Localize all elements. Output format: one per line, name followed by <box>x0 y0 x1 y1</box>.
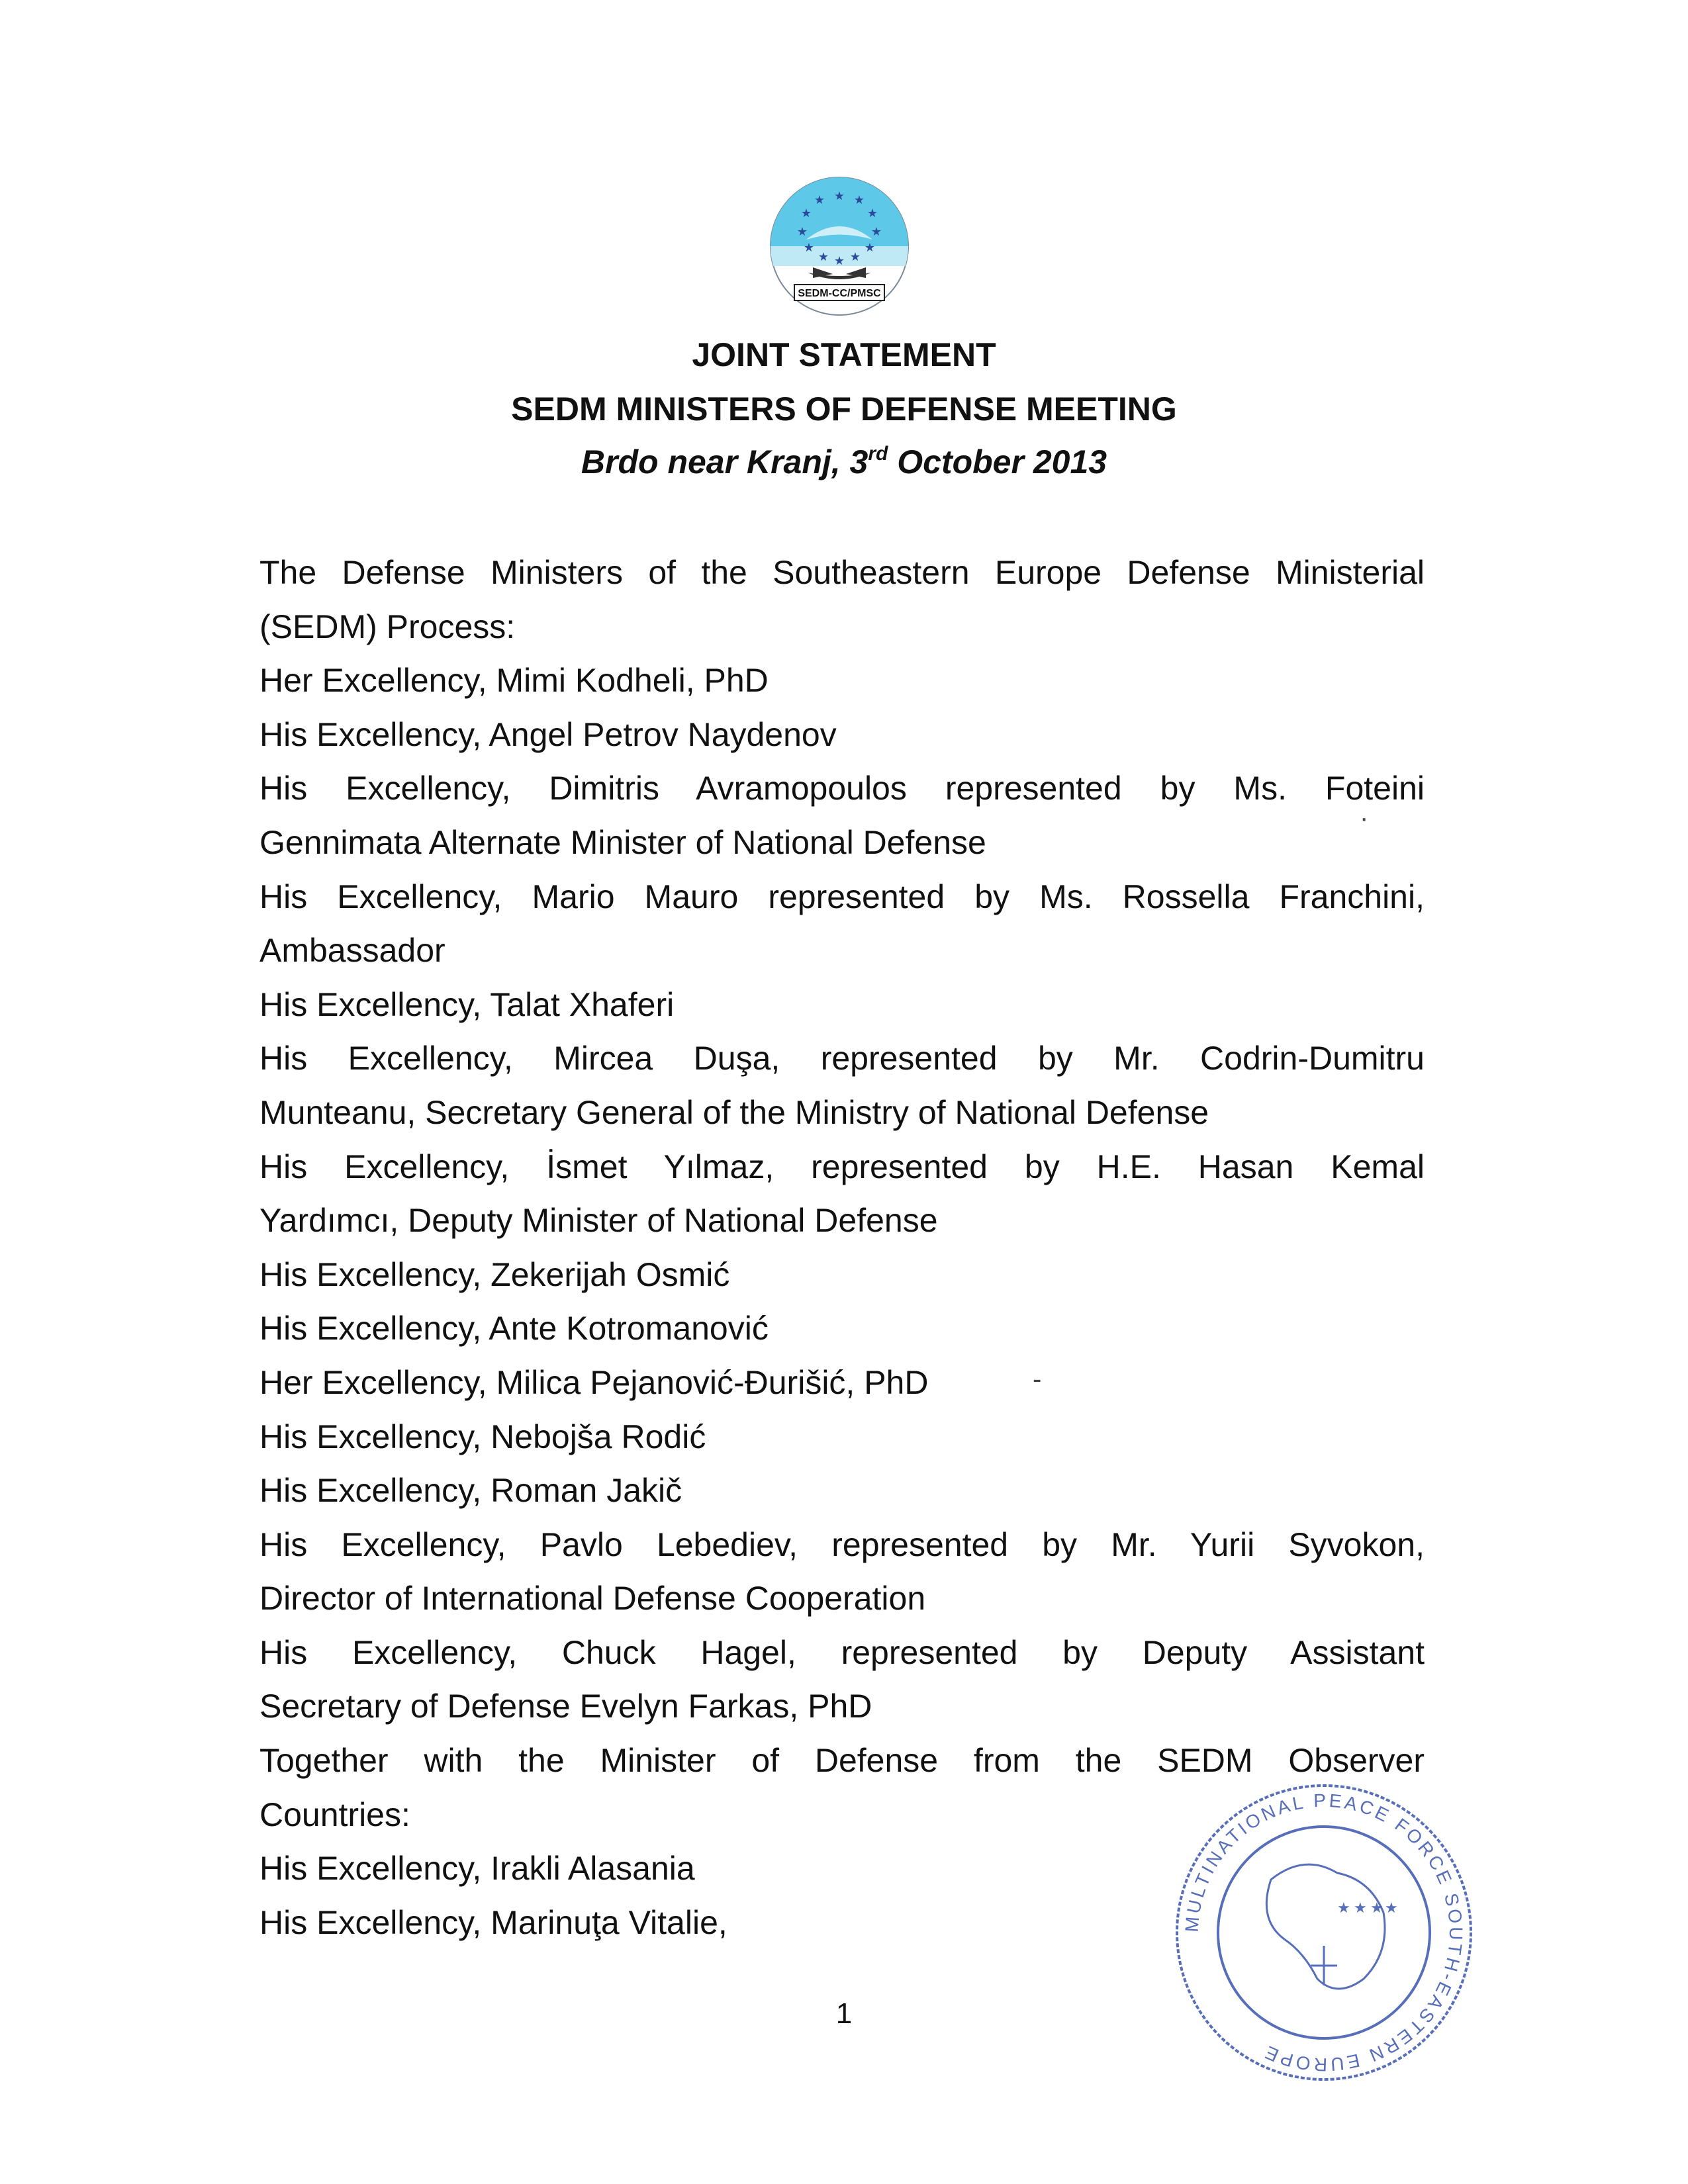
page-number: 1 <box>835 1997 853 2030</box>
body-line: His Excellency, Nebojša Rodić <box>259 1418 706 1455</box>
svg-text:★: ★ <box>1354 1900 1367 1917</box>
body-line: His Excellency, Dimitris Avramopoulos represented by Ms. Foteini <box>259 770 1425 807</box>
logo-text: SEDM-CC/PMSC <box>798 288 881 299</box>
location-suffix: October 2013 <box>888 443 1107 480</box>
document-title: JOINT STATEMENT <box>692 336 996 373</box>
location-prefix: Brdo near Kranj, 3 <box>581 443 868 480</box>
body-line: Her Excellency, Milica Pejanović-Đurišić, PhD <box>259 1363 929 1401</box>
svg-text:★: ★ <box>818 250 829 264</box>
svg-text:★: ★ <box>833 189 845 203</box>
body-line: His Excellency, Mircea Duşa, represented by Mr. Codrin-Dumitru <box>259 1040 1425 1077</box>
body-line: Munteanu, Secretary General of the Ministry of National Defense <box>259 1093 1209 1131</box>
official-seal-stamp <box>1172 1780 1476 2085</box>
body-line: His Excellency, Mario Mauro represented by Ms. Rossella Franchini, <box>259 878 1425 915</box>
statement-body <box>259 546 1425 1950</box>
body-line: Gennimata Alternate Minister of National Defense <box>259 823 986 861</box>
svg-text:★: ★ <box>814 193 825 207</box>
svg-text:★: ★ <box>870 225 882 239</box>
svg-text:★: ★ <box>853 193 865 207</box>
body-line: The Defense Ministers of the Southeastern Europe Defense Ministerial <box>259 554 1425 591</box>
body-line: His Excellency, İsmet Yılmaz, represented by H.E. Hasan Kemal <box>259 1148 1425 1185</box>
svg-text:★: ★ <box>1370 1900 1383 1917</box>
svg-text:★: ★ <box>796 225 808 239</box>
date-ordinal: rd <box>868 443 888 465</box>
body-line: (SEDM) Process: <box>259 608 516 645</box>
svg-text:★: ★ <box>849 250 861 264</box>
body-line: His Excellency, Chuck Hagel, represented by Deputy Assistant <box>259 1633 1425 1671</box>
body-line: Together with the Minister of Defense from the SEDM Observer <box>259 1742 1425 1780</box>
svg-text:★: ★ <box>800 206 812 220</box>
body-line: His Excellency, Irakli Alasania <box>259 1850 695 1888</box>
body-line: His Excellency, Talat Xhaferi <box>259 985 675 1023</box>
scan-mark: - <box>1033 1365 1042 1394</box>
document-location-date <box>0 442 1688 482</box>
scan-mark: · <box>1360 803 1369 833</box>
body-line: His Excellency, Marinuţa Vitalie, <box>259 1903 727 1941</box>
body-line: Yardımcı, Deputy Minister of National Defense <box>259 1202 938 1240</box>
svg-text:★: ★ <box>1337 1900 1350 1917</box>
body-line: His Excellency, Pavlo Lebediev, represented by Mr. Yurii Syvokon, <box>259 1525 1425 1563</box>
svg-text:★: ★ <box>864 241 876 255</box>
body-line: His Excellency, Zekerijah Osmić <box>259 1255 730 1293</box>
body-line: Ambassador <box>259 932 445 970</box>
svg-text:★: ★ <box>867 206 878 220</box>
body-line: Director of International Defense Cooperation <box>259 1580 926 1617</box>
document-subtitle: SEDM MINISTERS OF DEFENSE MEETING <box>511 390 1177 428</box>
body-line: Her Excellency, Mimi Kodheli, PhD <box>259 662 769 700</box>
sedm-logo <box>767 173 912 319</box>
body-line: Countries: <box>259 1796 410 1833</box>
body-line: Secretary of Defense Evelyn Farkas, PhD <box>259 1688 872 1725</box>
svg-text:★: ★ <box>833 254 845 268</box>
body-line: His Excellency, Ante Kotromanović <box>259 1310 769 1347</box>
body-line: His Excellency, Angel Petrov Naydenov <box>259 715 837 753</box>
stamp-text: MULTINATIONAL PEACE FORCE SOUTH-EASTERN EUROPE <box>1181 1790 1467 2075</box>
body-line: His Excellency, Roman Jakič <box>259 1472 682 1510</box>
svg-text:★: ★ <box>803 241 815 255</box>
svg-text:★: ★ <box>1385 1900 1398 1917</box>
